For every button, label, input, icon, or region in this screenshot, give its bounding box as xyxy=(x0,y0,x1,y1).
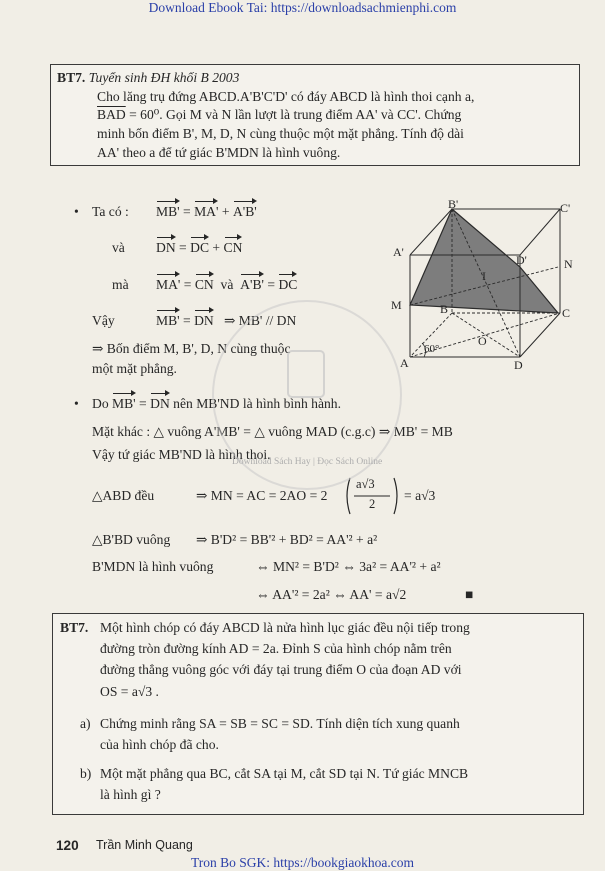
problem-1-label: BT7. xyxy=(57,70,86,85)
problem-1-title: Tuyển sinh ĐH khối B 2003 xyxy=(88,70,240,85)
label-cp: C' xyxy=(560,201,571,215)
problem-1-line-3: minh bốn điểm B', M, D, N cùng thuộc một mặt phẳng. Tính độ dài xyxy=(97,126,464,141)
final-equation: ⇔ AA'² = 2a² ⇔ AA' = a√2 xyxy=(256,587,407,602)
part-b-line-1: Một mặt phẳng qua BC, cắt SA tại M, cắt SD tại N. Tứ giác MNCB xyxy=(100,766,469,781)
eq-3 xyxy=(156,277,297,293)
mat-khac-line: Mặt khác : △ vuông A'MB' = △ vuông MAD (c.g.c) ⇒ MB' = MB xyxy=(92,424,453,439)
vec-mb: MB' xyxy=(156,204,180,219)
problem-2-line-3: đường thẳng vuông góc với đáy tại trung điểm O của đoạn AD với xyxy=(100,662,462,677)
label-ap: A' xyxy=(393,245,404,259)
eq-sign: = xyxy=(139,396,147,411)
vec-cn: CN xyxy=(223,240,243,255)
vec-dc: DC xyxy=(190,240,210,255)
abd-result: = a√3 xyxy=(404,488,436,503)
vec-ma: MA' xyxy=(156,277,181,292)
label-c: C xyxy=(562,306,571,320)
label-dp: D' xyxy=(516,253,527,267)
eq-sign: = xyxy=(183,277,192,292)
qed-mark: ■ xyxy=(465,587,474,602)
vec-dc: DC xyxy=(278,277,298,292)
plus-sign: + xyxy=(212,240,221,255)
fraction-denominator: 2 xyxy=(369,497,376,511)
eq-1 xyxy=(156,204,257,220)
label-n: N xyxy=(564,257,573,271)
fraction-numerator: a√3 xyxy=(356,477,375,491)
eq-sign: = xyxy=(183,204,191,219)
plus-sign: + xyxy=(221,204,230,219)
label-d: D xyxy=(514,358,523,372)
watermark-text: Download Sách Hay | Đọc Sách Online xyxy=(232,457,383,467)
prism-figure xyxy=(380,195,585,375)
part-a-line-1: Chứng minh rằng SA = SB = SC = SD. Tính diện tích xung quanh xyxy=(100,716,460,731)
problem-1-line-1: Cho lăng trụ đứng ABCD.A'B'C'D' có đáy ABCD là hình thoi cạnh a, xyxy=(97,89,475,104)
label-m: M xyxy=(391,298,402,312)
angle-bad: $\overline{BAD}$ xyxy=(97,107,126,122)
ma-label: mà xyxy=(112,277,129,292)
bullet-1: • xyxy=(74,204,79,219)
problem-2-label: BT7. xyxy=(60,620,89,635)
bottom-banner[interactable]: Tron Bo SGK: https://bookgiaokhoa.com xyxy=(190,855,414,870)
coplanar-line-1: ⇒ Bốn điểm M, B', D, N cùng thuộc xyxy=(92,341,291,356)
problem-2-line-1: Một hình chóp có đáy ABCD là nửa hình lục giác đều nội tiếp trong xyxy=(100,620,470,635)
vec-ma: MA' xyxy=(194,204,219,219)
bullet-2: • xyxy=(74,396,79,411)
ta-co-label: Ta có : xyxy=(92,204,129,219)
parallel-conclusion: ⇒ MB' // DN xyxy=(223,313,297,328)
part-b-line-2: là hình gì ? xyxy=(100,787,161,802)
label-i: I xyxy=(482,269,486,283)
vec-mb: MB' xyxy=(112,396,136,411)
label-a: A xyxy=(400,356,409,370)
vec-dn: DN xyxy=(156,240,176,255)
va-label: và xyxy=(112,240,125,255)
label-bp: B' xyxy=(448,197,459,211)
problem-2-line-4: OS = a√3 . xyxy=(100,684,159,699)
vec-apbp: A'B' xyxy=(240,277,264,292)
problem-1-line-2 xyxy=(97,107,461,123)
do-rest: nên MB'ND là hình bình hành. xyxy=(173,396,341,411)
vec-cn: CN xyxy=(194,277,214,292)
square-equation: ⇔ MN² = B'D² ⇔ 3a² = AA'² + a² xyxy=(256,559,441,574)
va-word: và xyxy=(220,277,234,292)
part-b-label: b) xyxy=(80,766,92,781)
top-banner[interactable]: Download Ebook Tai: https://downloadsachmienphi.com xyxy=(148,0,457,15)
do-word: Do xyxy=(92,396,109,411)
label-60: 60° xyxy=(424,343,440,355)
eq-sign: = xyxy=(183,313,191,328)
bbd-label: △B'BD vuông xyxy=(92,532,171,547)
problem-1-heading xyxy=(57,70,239,86)
abd-label: △ABD đều xyxy=(92,488,155,503)
vec-mb: MB' xyxy=(156,313,180,328)
abd-equation: ⇒ MN = AC = 2AO = 2 xyxy=(196,488,328,503)
eq-sign: = xyxy=(267,277,276,292)
eq-2 xyxy=(156,240,242,256)
part-a-label: a) xyxy=(80,716,91,731)
bbd-equation: ⇒ B'D² = BB'² + BD² = AA'² + a² xyxy=(196,532,378,547)
eq-sign: = xyxy=(179,240,187,255)
vec-dn: DN xyxy=(150,396,170,411)
vec-apbp: A'B' xyxy=(232,204,257,219)
square-label: B'MDN là hình vuông xyxy=(92,559,214,574)
label-o: O xyxy=(478,334,487,348)
problem-2-line-2: đường tròn đường kính AD = 2a. Đỉnh S của hình chóp nằm trên xyxy=(100,641,452,656)
section-b-m-d-n xyxy=(410,209,558,313)
vay-label: Vậy xyxy=(92,313,115,328)
rhombus-line: Vậy tứ giác MB'ND là hình thoi. xyxy=(92,447,271,462)
vec-dn: DN xyxy=(194,313,214,328)
label-b: B xyxy=(440,302,449,316)
part-a-line-2: của hình chóp đã cho. xyxy=(100,737,219,752)
coplanar-line-2: một mặt phẳng. xyxy=(92,361,177,376)
book-icon xyxy=(287,350,325,398)
problem-1-line-4: AA' theo a để tứ giác B'MDN là hình vuông. xyxy=(97,145,341,160)
problem-1-line-2-rest: = 60⁰. Gọi M và N lần lượt là trung điểm AA' và CC'. Chứng xyxy=(125,107,462,122)
page-number: 120 xyxy=(56,838,79,853)
author-name: Trần Minh Quang xyxy=(96,838,193,852)
